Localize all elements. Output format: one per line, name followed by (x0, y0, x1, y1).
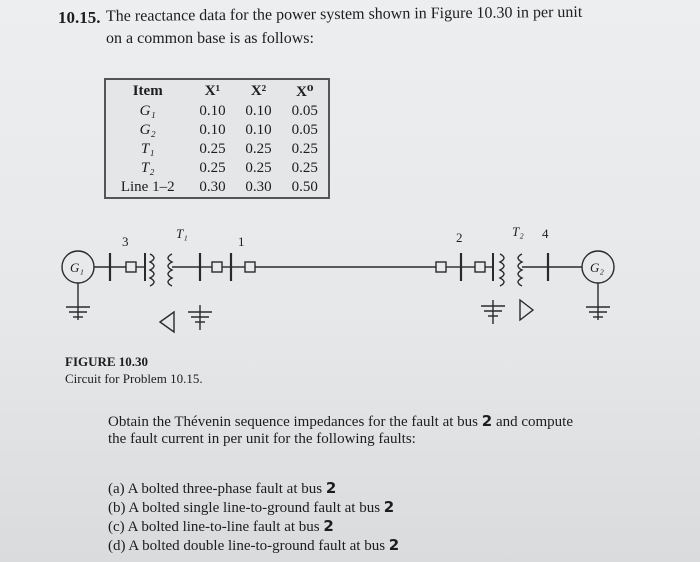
instruction-line1-end: and compute (495, 414, 574, 430)
fault-c-label: (c) A bolted line-to-line fault at bus (108, 519, 320, 535)
fault-d-bus: 2 (388, 536, 400, 554)
list-item (108, 498, 399, 517)
row-x0: 0.05 (291, 122, 318, 138)
fault-c-bus: 2 (323, 517, 334, 535)
problem-text-line2: on a common base is as follows: (106, 30, 314, 47)
fault-list (108, 479, 399, 555)
row-item: G₂ (139, 122, 156, 138)
instruction-line2: the fault current in per unit for the following faults: (108, 431, 416, 447)
transformer-t2-primary (500, 254, 504, 286)
row-x0: 0.50 (291, 179, 318, 195)
handwritten-bus-number: 2 (481, 412, 493, 430)
row-x1: 0.10 (199, 103, 226, 119)
bus-3-label: 3 (122, 234, 129, 249)
instruction-line1-text: Obtain the Thévenin sequence impedances for the fault at bus (108, 414, 479, 430)
row-x2: 0.25 (245, 160, 272, 176)
header-x2: X² (250, 82, 267, 99)
row-x2: 0.25 (245, 141, 272, 157)
fault-b-label: (b) A bolted single line-to-ground fault at bus (108, 500, 381, 516)
row-item: Line 1–2 (120, 179, 175, 195)
row-x1: 0.25 (199, 160, 226, 176)
row-x0: 0.05 (291, 103, 318, 119)
row-item: G₁ (139, 103, 156, 119)
g2-label: G₂ (590, 260, 604, 275)
list-item (108, 479, 399, 498)
list-item (108, 517, 399, 536)
problem-text-line1: The reactance data for the power system shown in Figure 10.30 in per unit (105, 3, 583, 25)
list-item (108, 536, 399, 555)
g1-label: G₁ (70, 260, 84, 275)
t2-label: T₂ (512, 224, 524, 239)
figure-title: FIGURE 10.30 (65, 354, 149, 369)
row-x2: 0.30 (245, 179, 272, 195)
row-item: T₁ (140, 141, 155, 157)
row-item: T₂ (140, 160, 155, 176)
transformer-t1-primary (150, 254, 154, 286)
row-x2: 0.10 (245, 122, 272, 138)
figure-caption: Circuit for Problem 10.15. (65, 371, 203, 386)
row-x2: 0.10 (245, 103, 272, 119)
fault-d-label: (d) A bolted double line-to-ground fault at bus (108, 538, 386, 554)
header-item: Item (132, 82, 163, 99)
bus-1-label: 1 (238, 234, 245, 249)
delta-symbol-t1 (160, 312, 174, 332)
problem-number: 10.15. (58, 8, 101, 27)
transformer-t2-secondary (518, 254, 522, 286)
header-x1: X¹ (204, 82, 221, 99)
bus-2-label: 2 (456, 230, 463, 245)
row-x1: 0.25 (199, 141, 226, 157)
fault-a-bus: 2 (325, 479, 337, 497)
fault-b-bus: 2 (383, 498, 395, 516)
bus-4-label: 4 (542, 226, 549, 241)
header-x0: X⁰ (296, 83, 314, 100)
instruction-line1 (108, 412, 573, 431)
row-x0: 0.25 (291, 141, 318, 157)
t1-label: T₁ (176, 226, 188, 241)
row-x0: 0.25 (291, 160, 318, 176)
fault-a-label: (a) A bolted three-phase fault at bus (108, 481, 323, 497)
row-x1: 0.10 (199, 122, 226, 138)
transformer-t1-secondary (168, 254, 172, 286)
row-x1: 0.30 (199, 179, 226, 195)
delta-symbol-t2 (520, 300, 533, 320)
